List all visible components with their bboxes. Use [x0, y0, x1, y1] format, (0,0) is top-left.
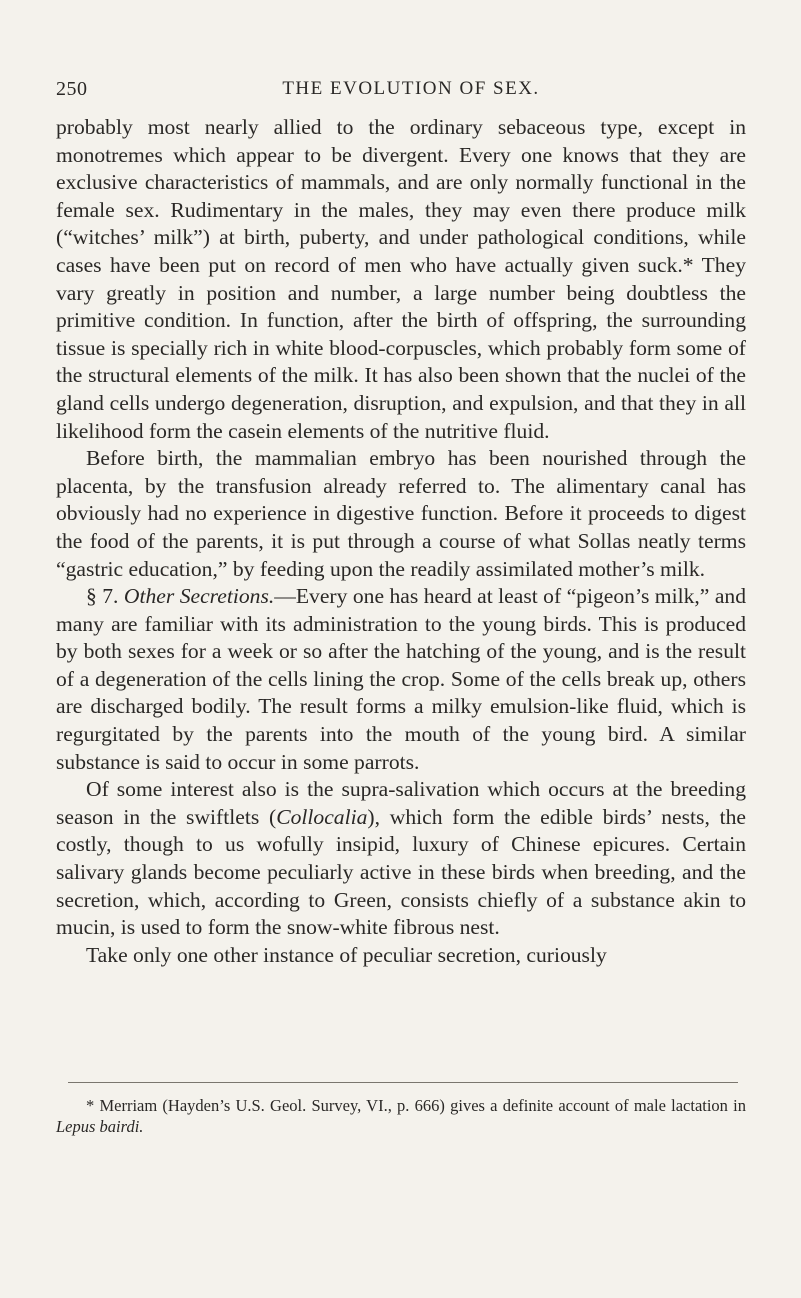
paragraph-5: Take only one other instance of peculiar secretion, curiously	[86, 942, 607, 967]
page-number: 250	[56, 78, 88, 100]
footnote-rule	[68, 1082, 738, 1083]
running-title: THE EVOLUTION OF SEX.	[282, 78, 540, 99]
paragraph-4-text-a: Of some interest also is the supra-salivation which occurs at the breeding season in the swiftlets (	[56, 777, 746, 829]
footnote-species: Lepus bairdi.	[56, 1117, 144, 1136]
section-number: § 7.	[86, 584, 119, 609]
paragraph-2: Before birth, the mammalian embryo has been nourished through the placenta, by the transfusion already referred to. The alimentary canal has obviously had no experience in digestive function. Before it proceeds to digest the food of the parents, it is put through a course of what Sollas neatly terms “gastric education,” by feeding upon the readily assimilated mother’s milk.	[56, 446, 746, 581]
section-heading: Other Secretions.	[123, 584, 275, 609]
genus-name: Collocalia	[276, 804, 368, 829]
paragraph-1: probably most nearly allied to the ordinary sebaceous type, except in monotremes which appear to be divergent. Every one knows that they are exclusive characteristics of mammals, and are only normally functional in the female sex. Rudimentary in the males, they may even there produce milk (“witches’ milk”) at birth, puberty, and under pathological conditions, while cases have been put on record of men who have actually given suck.* They vary greatly in position and number, a large number being doubtless the primitive condition. In function, after the birth of offspring, the surrounding tissue is specially rich in white blood-corpuscles, which probably form some of the structural elements of the milk. It has also been shown that the nuclei of the gland cells undergo degeneration, disruption, and expulsion, and that they in all likelihood form the casein elements of the nutritive fluid.	[56, 115, 746, 443]
body-text	[56, 114, 746, 969]
paragraph-4	[56, 776, 746, 942]
paragraph-3	[56, 583, 746, 776]
footnote	[56, 1095, 746, 1137]
running-header	[56, 78, 746, 108]
paragraph-4-text-b: ), which form the edible birds’ nests, the costly, though to us wofully insipid, luxury of Chinese epicures. Certain salivary glands become peculiarly active in these birds when breeding, and the secretion, which, according to Green, consists chiefly of a substance akin to mucin, is used to form the snow-white fibrous nest.	[56, 804, 746, 940]
paragraph-3-text: —Every one has heard at least of “pigeon’s milk,” and many are familiar with its administration to the young birds. This is produced by both sexes for a week or so after the hatching of the young, and is the result of a degeneration of the cells lining the crop. Some of the cells break up, others are discharged bodily. The result forms a milky emulsion-like fluid, which is regurgitated by the parents into the mouth of the young bird. A similar substance is said to occur in some parrots.	[56, 584, 746, 774]
footnote-text: * Merriam (Hayden’s U.S. Geol. Survey, VI., p. 666) gives a definite account of male lactation in	[86, 1096, 746, 1115]
